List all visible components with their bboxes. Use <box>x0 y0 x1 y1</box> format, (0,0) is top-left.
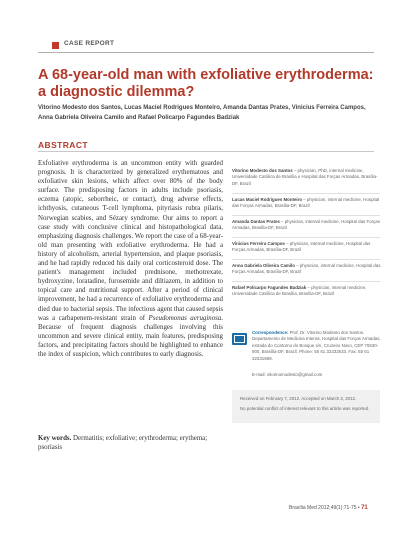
keywords <box>38 434 223 452</box>
abstract-organism: Pseudomonas aeruginosa <box>148 314 222 322</box>
section-label: CASE REPORT <box>64 40 115 47</box>
affiliation-1 <box>232 168 382 187</box>
author-list: Vitorino Modesto dos Santos, Lucas Maciel Rodrigues Monteiro, Amanda Dantas Prates, Vinicius Ferreira Campos, Anna Gabriela Oliveira Camilo and Rafael Policarpo Fagundes Badziak <box>38 105 366 121</box>
affiliation-name: Rafael Policarpo Fagundes Badziak <box>232 285 307 290</box>
affiliation-text: – physician, internal medicine, Hospital das Forças Armadas, Brasília-DF, Brazil <box>232 241 371 253</box>
article-title: A 68-year-old man with exfoliative erythroderma: a diagnostic dilemma? <box>38 67 374 100</box>
affiliation-text: – physician, internal medicine, Hospital das Forças Armadas, Brasília-DF, Brazil <box>232 219 380 231</box>
page-footer <box>289 505 368 511</box>
abstract-body <box>38 159 223 359</box>
article-dates-box <box>232 390 380 423</box>
correspondence <box>252 330 382 362</box>
affiliation-text: – physician, PhD, internal medicine, Universidade Católica de Brasília e Hospital das Forças Armadas, Brasília-DF, Brazil <box>232 168 378 186</box>
affiliation-text: – physician, internal medicine, Universidade Católica de Brasília, Brasília-DF, Brazil <box>232 285 367 297</box>
page-number: 71 <box>361 505 368 511</box>
affiliation-divider <box>232 237 380 238</box>
abstract-heading: ABSTRACT <box>38 140 88 150</box>
abstract-rule <box>38 151 374 152</box>
conflict-statement: No potential conflict of interest relevant to this article was reported. <box>240 406 370 412</box>
affiliation-name: Vinicius Ferreira Campos <box>232 241 285 246</box>
affiliation-text: – physician, internal medicine, Hospital das Forças Armadas, Brasília-DF, Brazil <box>232 197 380 209</box>
journal-citation: Brasília Med 2012;49(1):71-75 • <box>289 505 362 511</box>
affiliation-text: – physician, internal medicine, Hospital das Forças Armadas, Brasília-DF, Brazil <box>232 263 381 275</box>
affiliation-2 <box>232 197 382 210</box>
affiliation-divider <box>232 281 380 282</box>
page-gutter <box>14 8 15 542</box>
affiliation-name: Anna Gabriela Oliveira Camilo <box>232 263 295 268</box>
affiliation-name: Lucas Maciel Rodrigues Monteiro <box>232 197 303 202</box>
received-date: Received on February 7, 2012. Accepted on March 3, 2012. <box>240 396 357 401</box>
affiliation-6 <box>232 285 382 298</box>
correspondence-label: Correspondence: <box>252 330 289 335</box>
affiliation-divider <box>232 215 380 216</box>
mail-icon <box>232 333 247 345</box>
affiliation-4 <box>232 241 382 254</box>
correspondence-text: Prof. Dr. Vitorino Modesto dos Santos. Departamento de Medicina Interna, Hospital das Forças Armadas, estrada do Contorno do Bosque s/n, Cruzeiro Novo, CEP 70630-900, Brasília-DF, Brazil. Phone: 55 61 32332633. Fax: 55 61 32331599. <box>252 330 381 361</box>
affiliation-name: Amanda Dantas Prates <box>232 219 280 224</box>
correspondence-email: E-mail: vitorinomodesto@gmail.com <box>252 372 323 377</box>
affiliation-name: Vitorino Modesto dos Santos <box>232 168 293 173</box>
affiliation-divider <box>232 259 380 260</box>
affiliation-divider <box>232 193 380 194</box>
affiliation-5 <box>232 263 382 276</box>
header-rule <box>38 52 374 53</box>
section-marker <box>52 42 59 49</box>
affiliation-3 <box>232 219 382 232</box>
keywords-text: Dermatitis; exfoliative; erythroderma; erythema; psoriasis <box>38 435 208 452</box>
keywords-label: Key words. <box>38 435 72 442</box>
abstract-text-end: . Because of frequent diagnosis challenges involving this uncommon and severe clinical entity, main features, predisposing factors, and precipitating factors should be highlighted to enhance the index of suspicion, which contributes to early diagnosis. <box>38 314 224 358</box>
abstract-text: Exfoliative erythroderma is an uncommon entity with guarded prognosis. It is characterized by generalized erythematous and exfoliative skin lesions, which affect over 80% of the body surface. The predisposing factors in adults include psoriasis, eczema (atopic, seborrheic, or contact), drug adverse effects, ichthyosis, cutaneous T-cell lymphoma, pityriasis rubra pilaris, Norwegian scabies, and Sézary syndrome. Our aims to report a case study with conclusive clinical and histopathological data, emphasizing diagnosis challenges. We report the case of a 68-year-old man presenting with exfoliative erythroderma. He had a history of alcoholism, arterial hypertension, and plaque psoriasis, and he had rapidly reduced his daily oral corticosteroid dose. The patient's management included prednisone, methotrexate, hydroxyzine, loratadine, furosemide and diltiazem, in addition to topical care and nutritional support. After a period of clinical improvement, he had a recurrence of exfoliative erythroderma and died due to bacterial sepsis. The infectious agent that caused sepsis was a carbapenem-resistant strain of <box>38 160 223 322</box>
